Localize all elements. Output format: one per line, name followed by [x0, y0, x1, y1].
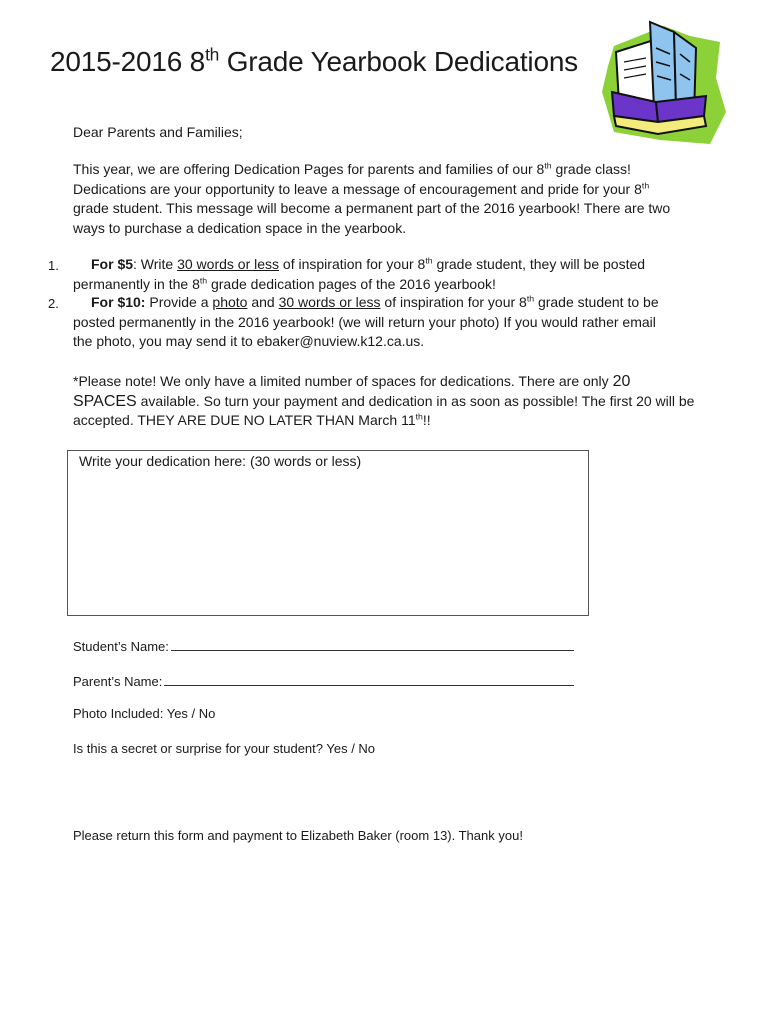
option-2: For $10: Provide a photo and 30 words or less of inspiration for your 8th grade student to be posted permanently in the 2016 yearbook! (we will return your photo) If you would rather email the photo, you may send it to ebaker@nuview.k12.ca.us.: [73, 293, 659, 349]
option-2-number: 2.: [48, 296, 59, 311]
student-name-field[interactable]: [73, 637, 574, 654]
page-title: 2015-2016 8th Grade Yearbook Dedications: [50, 44, 578, 77]
student-name-line[interactable]: [171, 637, 574, 651]
parent-name-field[interactable]: [73, 672, 574, 689]
dedication-textarea[interactable]: [67, 450, 589, 616]
intro-paragraph: This year, we are offering Dedication Pages for parents and families of our 8th grade class! Dedications are your opportunity to leave a message of encouragement and pride for your 8th grade student. This message will become a permanent part of the 2016 yearbook! There are two ways to purchase a dedication space in the yearbook.: [73, 160, 671, 236]
parent-name-line[interactable]: [164, 672, 574, 686]
secret-surprise-question[interactable]: Is this a secret or surprise for your student? Yes / No: [73, 741, 376, 756]
option-1-number: 1.: [48, 258, 59, 273]
option-1: For $5: Write 30 words or less of inspiration for your 8th grade student, they will be posted permanently in the 8th grade dedication pages of the 2016 yearbook!: [73, 255, 646, 292]
note-paragraph: *Please note! We only have a limited number of spaces for dedications. There are only 20 SPACES available. So turn your payment and dedication in as soon as possible! The first 20 will be accepted. THEY ARE DUE NO LATER THAN March 11th!!: [73, 373, 695, 428]
student-name-label: Student’s Name:: [73, 639, 169, 654]
parent-name-label: Parent’s Name:: [73, 674, 163, 689]
dedication-box-label: Write your dedication here: (30 words or less): [79, 453, 362, 469]
return-instructions: Please return this form and payment to Elizabeth Baker (room 13). Thank you!: [73, 828, 523, 843]
photo-included-question[interactable]: Photo Included: Yes / No: [73, 706, 216, 721]
greeting: Dear Parents and Families;: [73, 124, 243, 140]
